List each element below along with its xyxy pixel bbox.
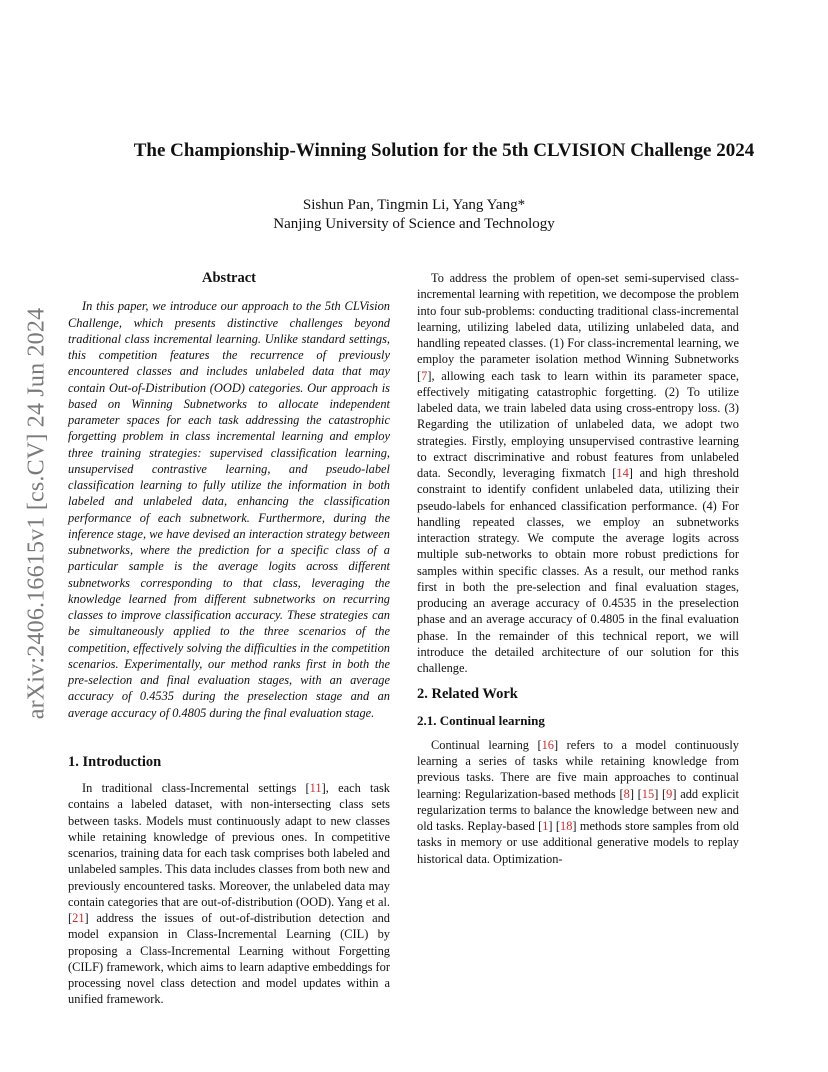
citation-link[interactable]: 9 [666, 786, 673, 801]
citation-link[interactable]: 7 [421, 368, 428, 383]
introduction-section [68, 754, 390, 1008]
abstract-section [68, 270, 390, 721]
intro-paragraph-1: In traditional class-Incremental settings [11], each task contains a labeled dataset, with non-intersecting class sets between tasks. Models must continuously adapt to new classes while retaining knowledge of previous ones. In competitive scenarios, training data for each task comprises both labeled and unlabeled samples. This data includes classes from both new and previously encountered tasks. Moreover, the unlabeled data may contain categories that are out-of-distribution (OOD). Yang et al. [21] address the issues of out-of-distribution detection and model expansion in Class-Incremental Learning (CIL) by proposing a Class-Incremental Learning without Forgetting (CILF) framework, which aims to learn adaptive embeddings for processing novel class detection and model updates within a unified framework. [68, 781, 390, 1007]
citation-link[interactable]: 1 [542, 819, 549, 833]
citation-link[interactable]: 8 [623, 786, 630, 801]
citation-link[interactable]: 14 [616, 466, 629, 480]
related-work-section [417, 686, 739, 867]
left-column [68, 270, 390, 1008]
citation-link[interactable]: 11 [309, 781, 322, 795]
paper-title: The Championship-Winning Solution for the 5th CLVISION Challenge 2024 [133, 140, 755, 161]
intro-heading: 1. Introduction [68, 753, 162, 770]
citation-link[interactable]: 21 [72, 911, 85, 925]
citation-link[interactable]: 16 [541, 737, 554, 752]
abstract-text: In this paper, we introduce our approach to the 5th CLVision Challenge, which presents distinctive challenges beyond traditional class incremental learning. Unlike standard settings, this competition features the recurrence of previously encountered classes and includes unlabeled data that may contain Out-of-Distribution (OOD) categories. Our approach is based on Winning Subnetworks to allocate independent parameter spaces for each task addressing the catastrophic forgetting problem in class incremental learning and employ three training strategies: supervised classification learning, unsupervised contrastive learning, and pseudo-label classification learning to fully utilize the information in both labeled and unlabeled data, enhancing the classification performance of each subnetwork. Furthermore, during the inference stage, we have devised an interaction strategy between subnetworks, where the prediction for a specific class of a particular sample is the average logits across different subnetworks corresponding to that class, leveraging the knowledge learned from different subnetworks on recurring classes to improve classification accuracy. These strategies can be simultaneously applied to the three scenarios of the competition, effectively solving the difficulties in the competition scenarios. Experimentally, our method ranks first in both the pre-selection and final evaluation stages, with an average accuracy of 0.4535 during the preselection stage and an average accuracy of 0.4805 during the final evaluation stage. [68, 299, 390, 720]
continual-learning-heading: 2.1. Continual learning [417, 712, 545, 728]
citation-link[interactable]: 15 [641, 786, 655, 801]
affiliation: Nanjing University of Science and Technology [273, 216, 555, 232]
right-column [417, 270, 739, 867]
author-names: Sishun Pan, Tingmin Li, Yang Yang* [302, 197, 526, 213]
author-block [0, 196, 828, 234]
intro-paragraph-2: To address the problem of open-set semi-supervised class-incremental learning with repetition, we decompose the problem into four sub-problems: conducting traditional class-incremental learning, utilizing labeled data, utilizing unlabeled data, and handling repeated classes. (1) For class-incremental learning, we employ the parameter isolation method Winning Subnetworks [7], allowing each task to learn within its parameter space, effectively mitigating catastrophic forgetting. (2) To utilize labeled data, we train labeled data using cross-entropy loss. (3) Regarding the utilization of unlabeled data, we adopt two strategies. Firstly, employing unsupervised contrastive learning to extract discriminative and robust features from unlabeled data. Secondly, leveraging fixmatch [14] and high threshold constraint to identify confident unlabeled data, utilizing their pseudo-labels for enhanced classification performance. (4) For handling repeated classes, we employ an subnetworks interaction strategy. We compute the average logits across multiple sub-networks to obtain more robust predictions for samples within specific classes. As a result, our method ranks first in both the pre-selection and final evaluation stages, producing an average accuracy of 0.4535 in the preselection phase and an average accuracy of 0.4805 in the final evaluation phase. In the remainder of this technical report, we will introduce the detailed architecture of our solution for this challenge. [417, 271, 739, 675]
arxiv-identifier [25, 288, 49, 738]
arxiv-id-text: arXiv:2406.16615v1 [cs.CV] 24 Jun 2024 [23, 307, 50, 719]
citation-link[interactable]: 18 [560, 819, 573, 833]
related-work-heading: 2. Related Work [417, 686, 518, 703]
abstract-heading: Abstract [202, 270, 256, 286]
related-paragraph-1: Continual learning [16] refers to a model continuously learning a series of tasks while retaining knowledge from previous tasks. There are five main approaches to continual learning: Regularization-based methods [8] [15] [9] add explicit regularization terms to balance the knowledge between new and old tasks. Replay-based [1] [18] methods store samples from old tasks in memory or use additional generative models to replay historical data. Optimization- [417, 737, 739, 866]
